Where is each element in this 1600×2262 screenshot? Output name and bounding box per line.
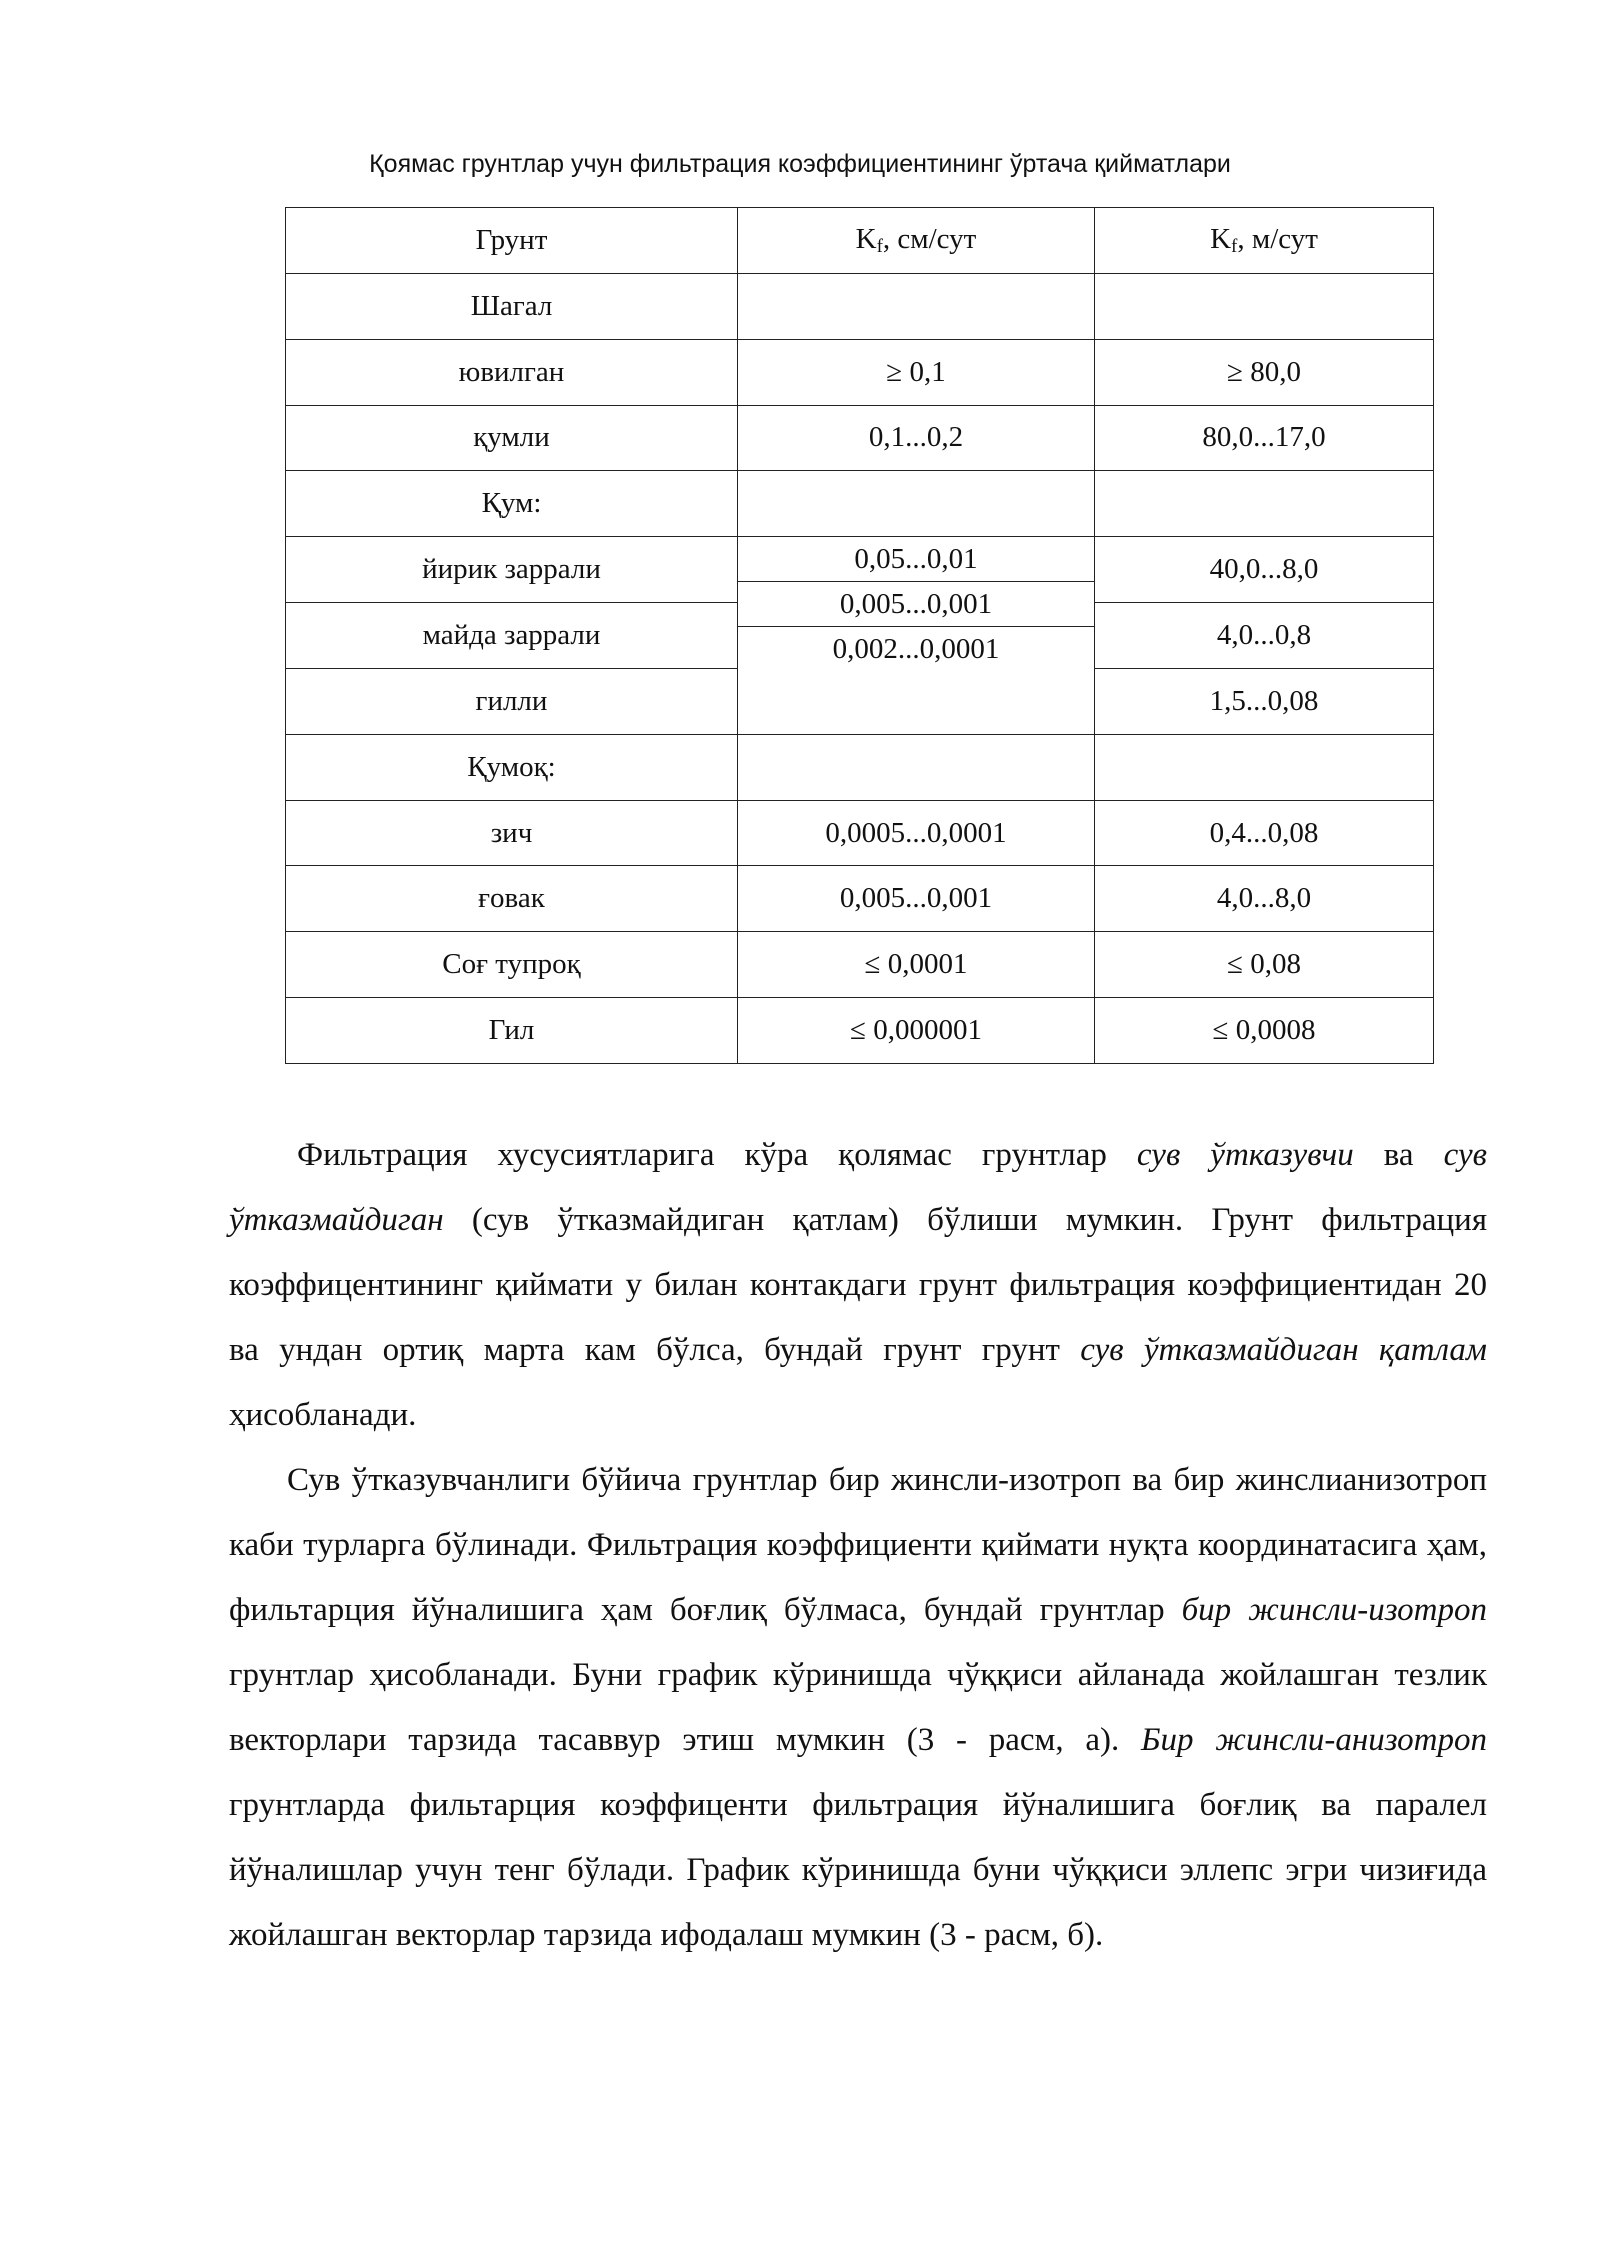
kf-cm-cell: ≤ 0,0001 (738, 932, 1095, 998)
table-row (286, 866, 1434, 932)
kf-cm-cell (738, 471, 1095, 537)
soil-cell: Қумоқ: (286, 734, 738, 800)
kf-cm-cell: 0,005...0,001 (738, 866, 1095, 932)
kf-m-cell: 80,0...17,0 (1095, 405, 1434, 471)
soil-cell: ювилган (286, 339, 738, 405)
soil-cell: қумли (286, 405, 738, 471)
table-row (286, 471, 1434, 537)
header-kf-cm: $K_f$, см/сут (738, 208, 1095, 274)
sand-kf-cm-cell (738, 537, 1095, 735)
header-kf-m: $K_f$, м/сут (1095, 208, 1434, 274)
table-row (286, 405, 1434, 471)
soil-cell: Шагал (286, 273, 738, 339)
kf-cm-cell (738, 734, 1095, 800)
soil-cell: Қум: (286, 471, 738, 537)
table-row (286, 339, 1434, 405)
sand-kf-cm-value: 0,05...0,01 (738, 537, 1094, 582)
soil-cell: йирик заррали (286, 537, 738, 603)
kf-m-cell: 4,0...8,0 (1095, 866, 1434, 932)
kf-m-cell (1095, 273, 1434, 339)
kf-m-cell: 0,4...0,08 (1095, 800, 1434, 866)
kf-m-cell: ≤ 0,08 (1095, 932, 1434, 998)
soil-cell: гилли (286, 668, 738, 734)
body-text (229, 1123, 1487, 1968)
soil-cell: ғовак (286, 866, 738, 932)
paragraph: Фильтрация хусусиятларига кўра қолямас грунтлар сув ўтказувчи ва сув ўтказмайдиган (сув ўтказмайдиган қатлам) бўлиши мумкин. Грунт фильтрация коэффицентининг қиймати у билан контакдаги грунт фильтрация коэффициентидан 20 ва ундан ортиқ марта кам бўлса, бундай грунт грунт сув ўтказмайдиган қатлам ҳисобланади. (229, 1137, 1487, 1433)
kf-cm-cell (738, 273, 1095, 339)
kf-m-cell: 1,5...0,08 (1095, 668, 1434, 734)
kf-m-cell: 4,0...0,8 (1095, 603, 1434, 669)
soil-cell: зич (286, 800, 738, 866)
kf-cm-cell: 0,1...0,2 (738, 405, 1095, 471)
sand-kf-cm-value: 0,002...0,0001 (832, 633, 1000, 666)
kf-m-cell: ≥ 80,0 (1095, 339, 1434, 405)
table-row (286, 800, 1434, 866)
kf-cm-cell: ≥ 0,1 (738, 339, 1095, 405)
table-title: Қоямас грунтлар учун фильтрация коэффициентининг ўртача қийматлари (369, 150, 1231, 178)
header-soil: Грунт (286, 208, 738, 274)
paragraph: Сув ўтказувчанлиги бўйича грунтлар бир жинсли-изотроп ва бир жинслианизотроп каби турларга бўлинади. Фильтрация коэффициенти қиймати нуқта координатасига ҳам, фильтарция йўналишига ҳам боғлиқ бўлмаса, бундай грунтлар бир жинсли-изотроп грунтлар ҳисобланади. Буни график кўринишда чўққиси айланада жойлашган тезлик векторлари тарзида тасаввур этиш мумкин (3 - расм, а). Бир жинсли-анизотроп грунтларда фильтарция коэффиценти фильтрация йўналишига боғлиқ ва паралел йўналишлар учун тенг бўлади. График кўринишда буни чўққиси эллепс эгри чизиғида жойлашган векторлар тарзида ифодалаш мумкин (3 - расм, б). (229, 1462, 1488, 1953)
table-row (286, 273, 1434, 339)
kf-m-cell: ≤ 0,0008 (1095, 998, 1434, 1064)
kf-m-cell: 40,0...8,0 (1095, 537, 1434, 603)
soil-cell: Соғ тупроқ (286, 932, 738, 998)
kf-m-cell (1095, 734, 1434, 800)
table-row (286, 932, 1434, 998)
table-row (286, 998, 1434, 1064)
kf-cm-cell: ≤ 0,000001 (738, 998, 1095, 1064)
filtration-table (285, 207, 1434, 1064)
table-header-row (286, 208, 1434, 274)
soil-cell: майда заррали (286, 603, 738, 669)
soil-cell: Гил (286, 998, 738, 1064)
kf-m-cell (1095, 471, 1434, 537)
kf-cm-cell: 0,0005...0,0001 (738, 800, 1095, 866)
table-row (286, 537, 1434, 603)
sand-kf-cm-value: 0,005...0,001 (738, 582, 1094, 627)
table-row (286, 734, 1434, 800)
